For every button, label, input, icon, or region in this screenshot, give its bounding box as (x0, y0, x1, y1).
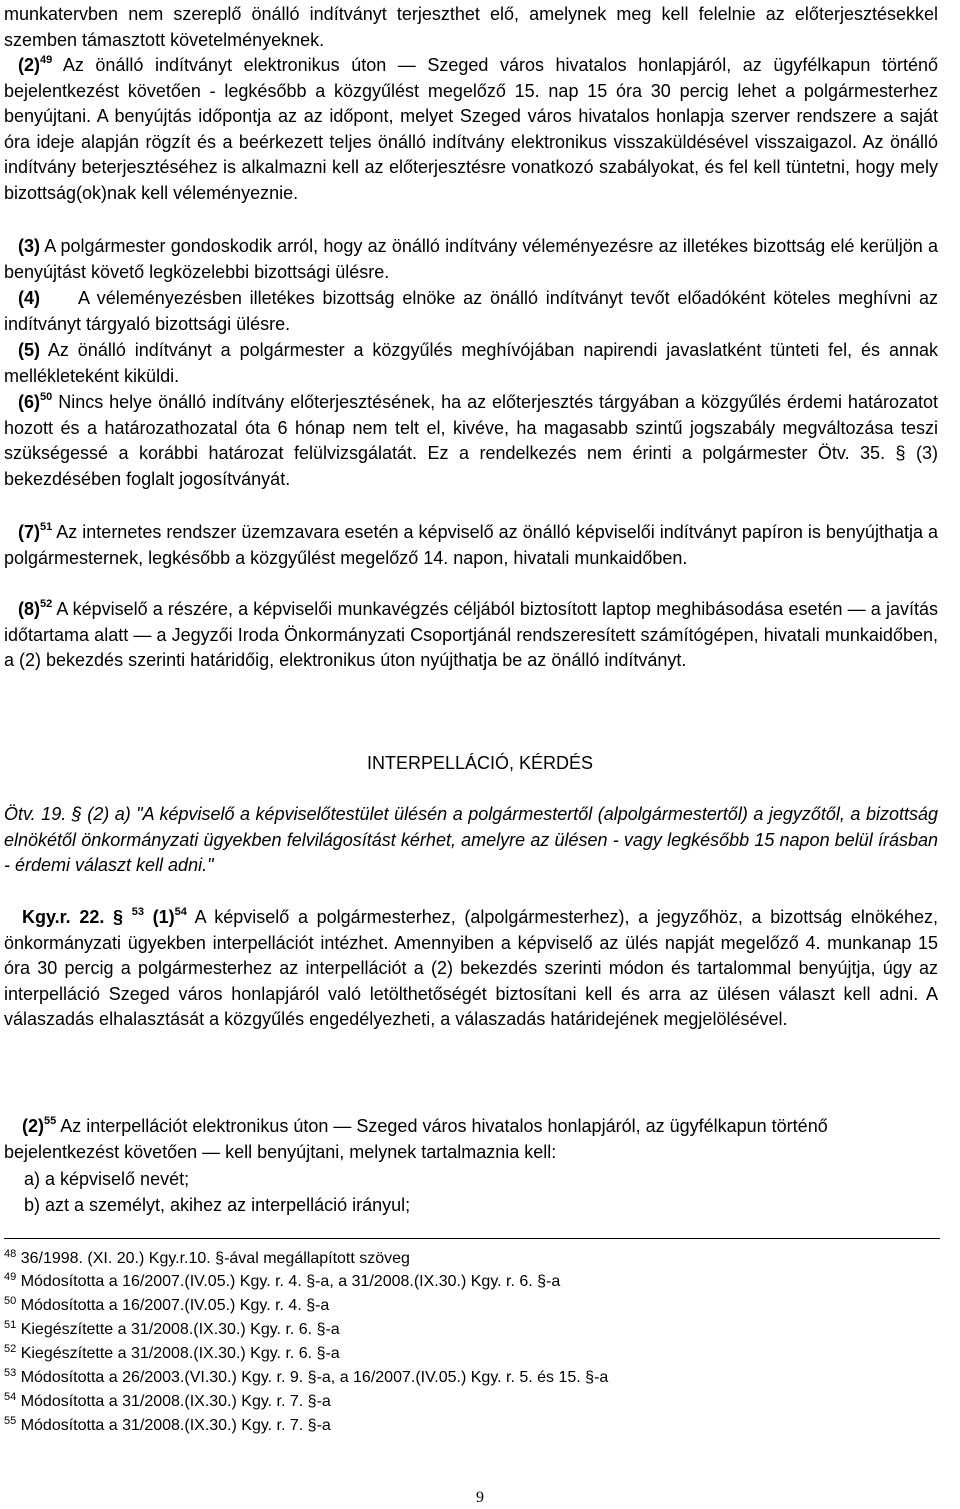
footnote: $^{49}$ Módosította a 16/2007.(IV.05.) Kgy. r. 4. §-a, a 31/2008.(IX.30.) Kgy. r. 6. §-a (4, 1271, 561, 1290)
quote-otv: Ötv. 19. § (2) a) "A képviselő a képviselőtestület ülésén a polgármestertől (alpolgármestertől) a jegyzőtől, a bizottság elnökétől önkormányzati ügyekben felvilágosítást kérhet, amelyre az ülésen - vagy legkésőbb 15 napon belül írásban - érdemi választ kell adni." (4, 804, 938, 875)
footnote-divider (4, 1238, 940, 1239)
paragraph-number: (5) (18, 340, 40, 360)
footnote-ref: 54 (174, 906, 187, 918)
paragraph-number: (6) (18, 392, 40, 412)
footnote: $^{54}$ Módosította a 31/2008.(IX.30.) Kgy. r. 7. §-a (4, 1391, 331, 1410)
paragraph-intro: munkatervben nem szereplő önálló indítványt terjeszthet elő, amelynek meg kell felelnie az előterjesztésekkel szemben támasztott követelményeknek. (4, 4, 938, 50)
paragraph-number: (3) (18, 236, 40, 256)
paragraph-2: $(2)^{49}$ Az önálló indítványt elektronikus úton — Szeged város hivatalos honlapjáról, az ügyfélkapun történő bejelentkezést követően - legkésőbb a közgyűlést megelőző 15. nap 15 óra 30 percig lehet a polgármesterhez benyújtani. A benyújtás időpontja az az időpont, melyet Szeged város hivatalos honlapja szerver rendszere a saját óra ideje alapján rögzít és a beérkezett teljes önálló indítvány elektronikus visszaküldésével visszaigazol. Az önálló indítvány beterjesztéséhez is alkalmazni kell az előterjesztésre vonatkozó szabályokat, és fel kell tüntetni, hogy mely bizottság(ok)nak kell véleményeznie. (4, 54, 938, 203)
list-item: a) a képviselő nevét; (24, 1169, 190, 1189)
paragraph-number: (2) (22, 1116, 44, 1136)
list-item: b) azt a személyt, akihez az interpelláció irányul; (24, 1195, 411, 1215)
paragraph-7: $(7)^{51}$ Az internetes rendszer üzemzavara esetén a képviselő az önálló képviselői indítványt papíron is benyújthatja a polgármesternek, legkésőbb a közgyűlést megelőző 14. napon, hivatali munkaidőben. (4, 521, 938, 568)
footnote: $^{55}$ Módosította a 31/2008.(IX.30.) Kgy. r. 7. §-a (4, 1415, 331, 1434)
paragraph-number: (8) (18, 599, 40, 619)
footnote-ref: 53 (131, 906, 144, 918)
paragraph-number: (1) (152, 907, 175, 927)
footnote: $^{51}$ Kiegészítette a 31/2008.(IX.30.) Kgy. r. 6. §-a (4, 1319, 340, 1338)
paragraph-3: (3) A polgármester gondoskodik arról, hogy az önálló indítvány véleményezésre az illetékes bizottság elé kerüljön a benyújtást követő legközelebbi bizottsági ülésre. (4, 236, 938, 282)
footnote: $^{53}$ Módosította a 26/2003.(VI.30.) Kgy. r. 9. §-a, a 16/2007.(IV.05.) Kgy. r. 5. és 15. §-a (4, 1367, 609, 1386)
paragraph-kgy-22-1: Kgy.r. 22. § $^{53}$ $(1)^{54}$ A képviselő a polgármesterhez, (alpolgármesterhez), a jegyzőhöz, a bizottság elnökéhez, önkormányzati ügyekben interpellációt intézhet. Amennyiben a képviselő az ülés napját megelőző 4. munkanap 15 óra 30 percig a polgármesterhez az interpellációt a (2) bekezdés szerinti módon és tartalommal benyújtja, úgy az interpelláció Szeged város honlapjáról való letölthetőségét biztosítani kell és arra az ülésen választ kell adni. A válaszadás elhalasztását a közgyűlés engedélyezheti, a válaszadás határidejének megjelölésével. (4, 906, 938, 1029)
footnote: $^{50}$ Módosította a 16/2007.(IV.05.) Kgy. r. 4. §-a (4, 1295, 330, 1314)
paragraph-5: (5) Az önálló indítványt a polgármester a közgyűlés meghívójában napirendi javaslatként tünteti fel, és annak mellékleteként kiküldi. (4, 340, 938, 386)
footnote-ref: 52 (40, 598, 53, 610)
section-ref: Kgy.r. 22. § (22, 907, 124, 927)
paragraph-4: (4) A véleményezésben illetékes bizottság elnöke az önálló indítványt tevőt előadóként köteles meghívni az indítványt tárgyaló bizottsági ülésre. (4, 288, 944, 334)
footnote-ref: 51 (40, 521, 53, 533)
paragraph-number: (4) (18, 288, 40, 308)
paragraph-8: $(8)^{52}$ A képviselő a részére, a képviselői munkavégzés céljából biztosított laptop meghibásodása esetén — a javítás időtartama alatt — a Jegyzői Iroda Önkormányzati Csoportjánál rendszeresített számítógépen, hivatali munkaidőben, a (2) bekezdés szerinti határidőig, elektronikus úton nyújthatja be az önálló indítványt. (4, 598, 938, 670)
footnote-ref: 49 (40, 54, 53, 66)
footnote-ref: 50 (40, 391, 53, 403)
paragraph-kgy-22-2: $(2)^{55}$ Az interpellációt elektronikus úton — Szeged város hivatalos honlapjáról, az ügyfélkapun történő bejelentkezést követően — kell benyújtani, melynek tartalmaznia kell: (4, 1115, 828, 1162)
paragraph-number: (7) (18, 522, 40, 542)
footnote: $^{48}$ 36/1998. (XI. 20.) Kgy.r.10. §-ával megállapított szöveg (4, 1248, 410, 1267)
paragraph-number: (2) (18, 55, 40, 75)
page-number: 9 (476, 1489, 484, 1506)
section-title: INTERPELLÁCIÓ, KÉRDÉS (366, 753, 594, 773)
footnote-ref: 55 (44, 1115, 57, 1127)
paragraph-6: $(6)^{50}$ Nincs helye önálló indítvány előterjesztésének, ha az előterjesztés tárgyában a közgyűlés érdemi határozatot hozott és a határozathozatal óta 6 hónap nem telt el, kivéve, ha magasabb szintű jogszabály megváltozása teszi szükségessé a korábbi határozat felülvizsgálatát. Ez a rendelkezés nem érinti a polgármester Ötv. 35. § (3) bekezdésében foglalt jogosítványát. (4, 391, 938, 489)
footnote: $^{52}$ Kiegészítette a 31/2008.(IX.30.) Kgy. r. 6. §-a (4, 1343, 340, 1362)
